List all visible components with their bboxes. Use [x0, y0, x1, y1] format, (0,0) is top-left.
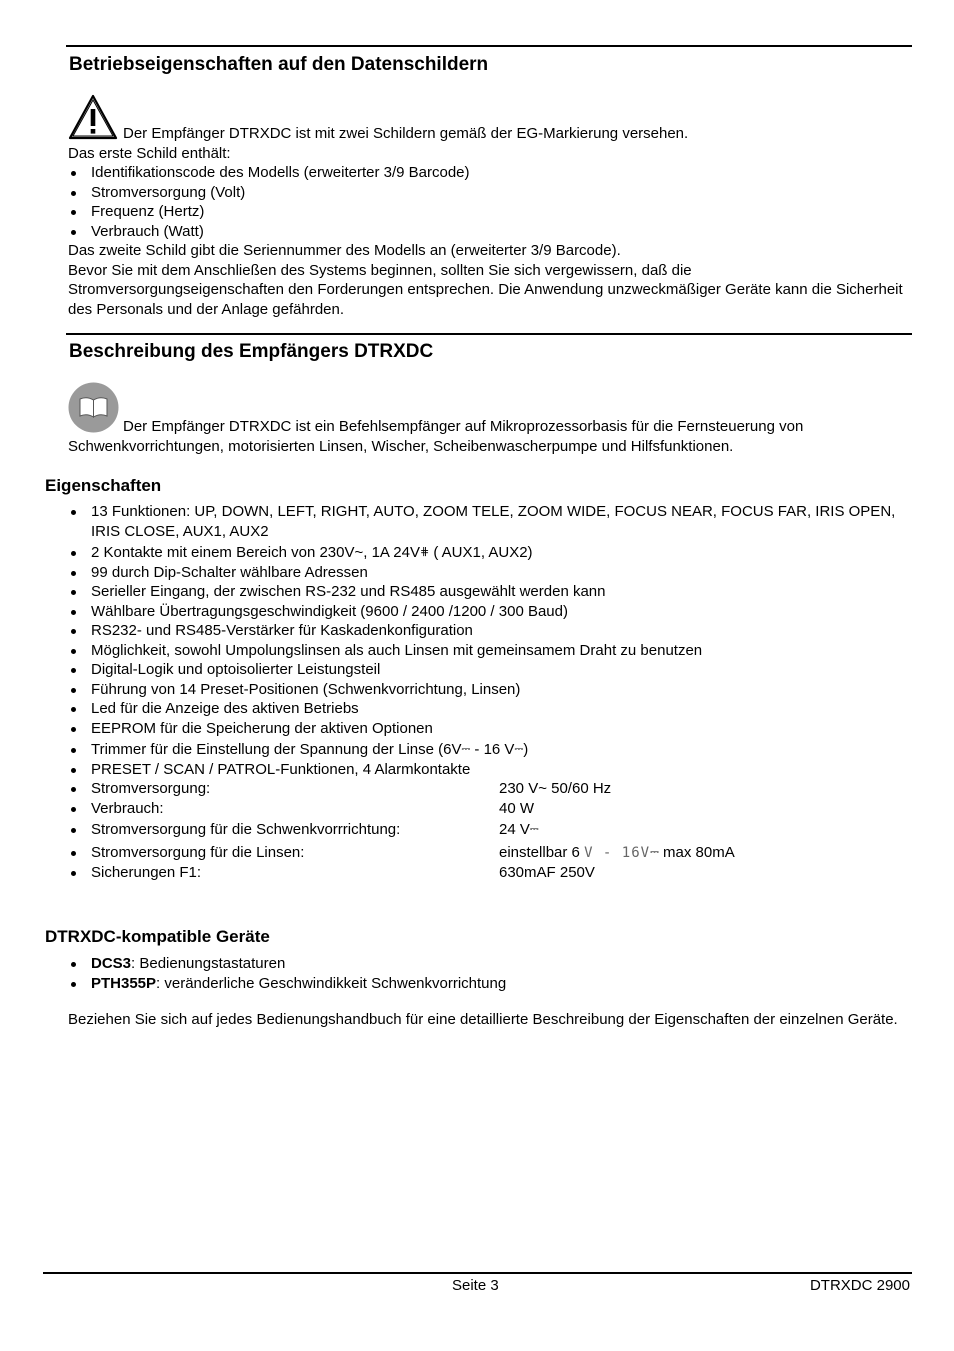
- section-title-description: Beschreibung des Empfängers DTRXDC: [69, 341, 434, 362]
- dc-symbol: ⎓: [461, 743, 471, 755]
- spec-value-text: max 80mA: [658, 843, 735, 861]
- spec-row: [68, 843, 910, 864]
- safety-text: Bevor Sie mit dem Anschließen des Systems beginnen, sollten Sie sich vergewissern, daß die Stromversorgungseigenschaften den Forderungen entsprechen. Die Anwendung unzweckmäßiger Geräte kann die Sicherheit des Personals und der Anlage gefährden.: [68, 261, 903, 318]
- document-id: DTRXDC 2900: [809, 1277, 910, 1294]
- list-item: Led für die Anzeige des aktiven Betriebs: [68, 699, 910, 719]
- spec-label: Stromversorgung für die Schwenkvorrrichtung:: [91, 821, 401, 838]
- spec-value: [499, 820, 539, 840]
- list-item: Serieller Eingang, der zwischen RS-232 und RS485 ausgewählt werden kann: [68, 582, 910, 602]
- list-item: 99 durch Dip-Schalter wählbare Adressen: [68, 563, 910, 583]
- list-item: Möglichkeit, sowohl Umpolungslinsen als auch Linsen mit gemeinsamem Draht zu benutzen: [68, 641, 910, 661]
- nameplates-body: [68, 124, 910, 319]
- list-item: Verbrauch (Watt): [68, 222, 910, 242]
- list-item: Stromversorgung (Volt): [68, 183, 910, 203]
- compatible-title: DTRXDC-kompatible Geräte: [45, 927, 270, 946]
- compatible-body: [68, 954, 910, 1030]
- list-item: EEPROM für die Speicherung der aktiven Optionen: [68, 719, 910, 739]
- spec-label: Stromversorgung:: [91, 780, 211, 797]
- trimmer-text: Trimmer für die Einstellung der Spannung der Linse (6V: [91, 741, 462, 758]
- spec-value: 630mAF 250V: [499, 864, 595, 881]
- list-item: 13 Funktionen: UP, DOWN, LEFT, RIGHT, AUTO, ZOOM TELE, ZOOM WIDE, FOCUS NEAR, FOCUS FAR, IRIS OPEN, IRIS CLOSE, AUX1, AUX2: [68, 502, 910, 541]
- list-item: [68, 974, 910, 994]
- trimmer-range: - 16 V: [470, 741, 515, 758]
- ac-dc-symbol: ⋕: [419, 546, 430, 558]
- features-title: Eigenschaften: [45, 476, 162, 495]
- contacts-text: 2 Kontakte mit einem Bereich von 230V~, 1A 24V: [91, 544, 420, 561]
- section-title-nameplates: Betriebseigenschaften auf den Datenschildern: [69, 54, 489, 75]
- spec-value-text: einstellbar 6: [499, 843, 585, 861]
- description-body: [68, 417, 910, 456]
- spec-row: [68, 799, 910, 819]
- first-plate-label: Das erste Schild enthält:: [68, 144, 231, 162]
- features-body: [68, 502, 910, 883]
- spec-value: [499, 843, 735, 864]
- spec-row: [68, 779, 910, 799]
- list-item: [68, 543, 910, 563]
- spec-value: 40 W: [499, 799, 535, 817]
- first-plate-list: [68, 163, 910, 241]
- spec-row: [68, 863, 910, 883]
- spec-label: Verbrauch:: [91, 799, 164, 817]
- list-item: Wählbare Übertragungsgeschwindigkeit (9600 / 2400 /1200 / 300 Baud): [68, 602, 910, 622]
- contacts-aux: ( AUX1, AUX2): [429, 544, 533, 561]
- segment-display-text: V - 16V: [584, 844, 651, 861]
- compatible-list: [68, 954, 910, 993]
- list-item: [68, 740, 910, 760]
- page-number: Seite 3: [452, 1277, 499, 1294]
- section-rule: [66, 333, 912, 335]
- dc-symbol: ⎓: [514, 743, 524, 755]
- spec-label: Sicherungen F1:: [91, 864, 202, 881]
- device-desc: : Bedienungstastaturen: [131, 955, 286, 972]
- features-list: [68, 502, 910, 883]
- description-intro: Der Empfänger DTRXDC ist ein Befehlsempfänger auf Mikroprozessorbasis für die Fernsteuerung von Schwenkvorrichtungen, motorisierten Linsen, Wischer, Scheibenwascherpumpe und Hilfsfunktionen.: [68, 418, 804, 455]
- device-desc: : veränderliche Geschwindikkeit Schwenkvorrichtung: [156, 974, 507, 992]
- device-name: DCS3: [91, 955, 132, 972]
- spec-value: 230 V~ 50/60 Hz: [499, 780, 612, 797]
- list-item: Identifikationscode des Modells (erweiterter 3/9 Barcode): [68, 163, 910, 183]
- spec-row: [68, 820, 910, 840]
- spec-label: Stromversorgung für die Linsen:: [91, 843, 305, 861]
- list-item: [68, 954, 910, 974]
- footer-rule: [43, 1272, 912, 1274]
- dc-symbol: ⎓: [529, 823, 539, 835]
- spec-value-text: 24 V: [499, 821, 530, 838]
- list-item: PRESET / SCAN / PATROL-Funktionen, 4 Alarmkontakte: [68, 760, 910, 780]
- second-plate-text: Das zweite Schild gibt die Seriennummer des Modells an (erweiterter 3/9 Barcode).: [68, 242, 621, 259]
- list-item: Frequenz (Hertz): [68, 202, 910, 222]
- device-name: PTH355P: [91, 974, 157, 992]
- top-rule: [66, 45, 912, 47]
- manual-note: Beziehen Sie sich auf jedes Bedienungshandbuch für eine detaillierte Beschreibung der Eigenschaften der einzelnen Geräte.: [68, 1011, 898, 1028]
- trimmer-close: ): [523, 741, 529, 758]
- list-item: RS232- und RS485-Verstärker für Kaskadenkonfiguration: [68, 621, 910, 641]
- list-item: Digital-Logik und optoisolierter Leistungsteil: [68, 660, 910, 680]
- list-item: Führung von 14 Preset-Positionen (Schwenkvorrichtung, Linsen): [68, 680, 910, 700]
- dc-symbol: ⎓: [650, 845, 659, 858]
- nameplates-intro: Der Empfänger DTRXDC ist mit zwei Schildern gemäß der EG-Markierung versehen.: [123, 125, 689, 142]
